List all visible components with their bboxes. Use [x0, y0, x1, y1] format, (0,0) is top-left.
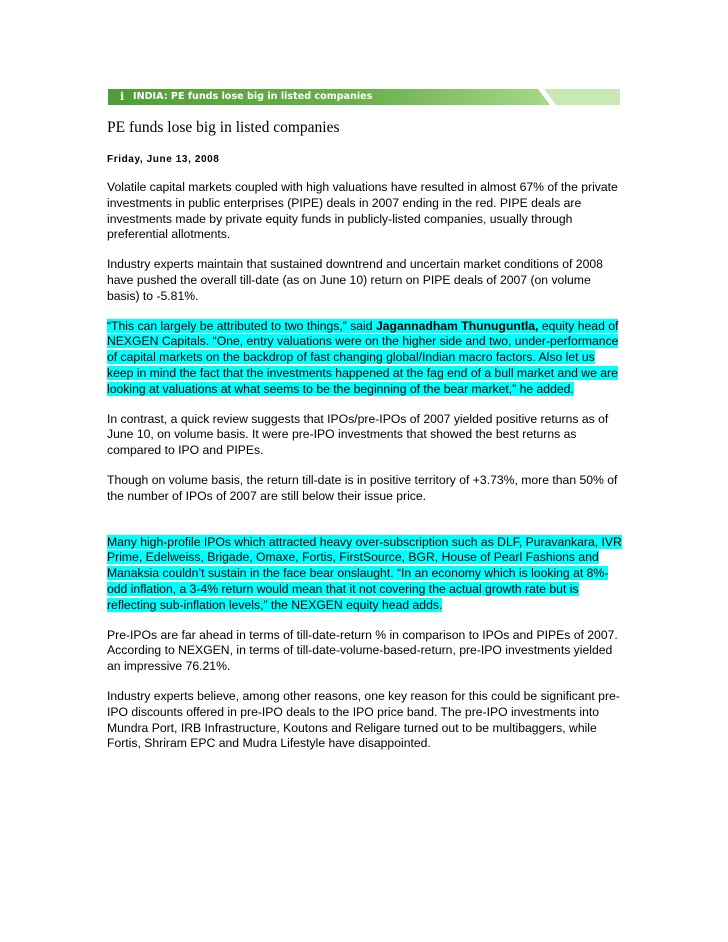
article-body — [107, 180, 622, 766]
article-headline: PE funds lose big in listed companies — [107, 119, 340, 136]
article-paragraph: Volatile capital markets coupled with high valuations have resulted in almost 67% of the private investments in public enterprises (PIPE) deals in 2007 ending in the red. PIPE deals are investments made by private equity funds in publicly-listed companies, usually through preferential allotments. — [107, 180, 618, 242]
article-paragraph: In contrast, a quick review suggests that IPOs/pre-IPOs of 2007 yielded positive returns as of June 10, on volume basis. It were pre-IPO investments that showed the best returns as compared to IPO and PIPEs. — [107, 411, 609, 458]
article-paragraph: Though on volume basis, the return till-date is in positive territory of +3.73%, more than 50% of the number of IPOs of 2007 are still below their issue price. — [107, 472, 618, 503]
highlighted-quote — [107, 319, 618, 396]
banner-title: INDIA: PE funds lose big in listed companies — [133, 91, 373, 102]
article-paragraph-highlighted — [107, 535, 622, 614]
quote-text-start: “This can largely be attributed to two things,” said — [107, 318, 376, 333]
quote-text-end: equity head of NEXGEN Capitals. “One, entry valuations were on the higher side and two, under-performance of capital markets on the backdrop of fast changing global/Indian macro factors. Also let us keep in mind the fact that the investments happened at the fag end of a bull market and we are looking at valuations at what seems to be the beginning of the bear market,” he added. — [107, 318, 619, 396]
article-paragraph: Industry experts believe, among other reasons, one key reason for this could be significant pre-IPO discounts offered in pre-IPO deals to the IPO price band. The pre-IPO investments into Mundra Port, IRB Infrastructure, Koutons and Religare turned out to be multibaggers, while Fortis, Shriram EPC and Mudra Lifestyle have disappointed. — [107, 688, 620, 751]
highlighted-text: Many high-profile IPOs which attracted heavy over-subscription such as DLF, Puravankara, IVR Prime, Edelweiss, Brigade, Omaxe, Fortis, FirstSource, BGR, House of Pearl Fashions and Manaksia couldn’t sustain in the face bear onslaught. “In an economy which is looking at 8%-odd inflation, a 3-4% return would mean that it not covering the actual growth rate but is reflecting sub-inflation levels,” the NEXGEN equity head adds. — [107, 534, 622, 612]
article-paragraph: Industry experts maintain that sustained downtrend and uncertain market conditions of 2008 have pushed the overall till-date (as on June 10) return on PIPE deals of 2007 (on volume basis) to -5.81%. — [107, 257, 603, 303]
quoted-person-name: Jagannadham Thunuguntla, — [375, 318, 539, 333]
article-paragraph-quote — [107, 319, 622, 398]
header-banner — [108, 89, 620, 105]
article-date: Friday, June 13, 2008 — [107, 154, 220, 165]
info-icon: i — [120, 90, 125, 103]
article-paragraph: Pre-IPOs are far ahead in terms of till-date-return % in comparison to IPOs and PIPEs of 2007. According to NEXGEN, in terms of till-date-volume-based-return, pre-IPO investments yielded an impressive 76.21%. — [107, 627, 618, 674]
